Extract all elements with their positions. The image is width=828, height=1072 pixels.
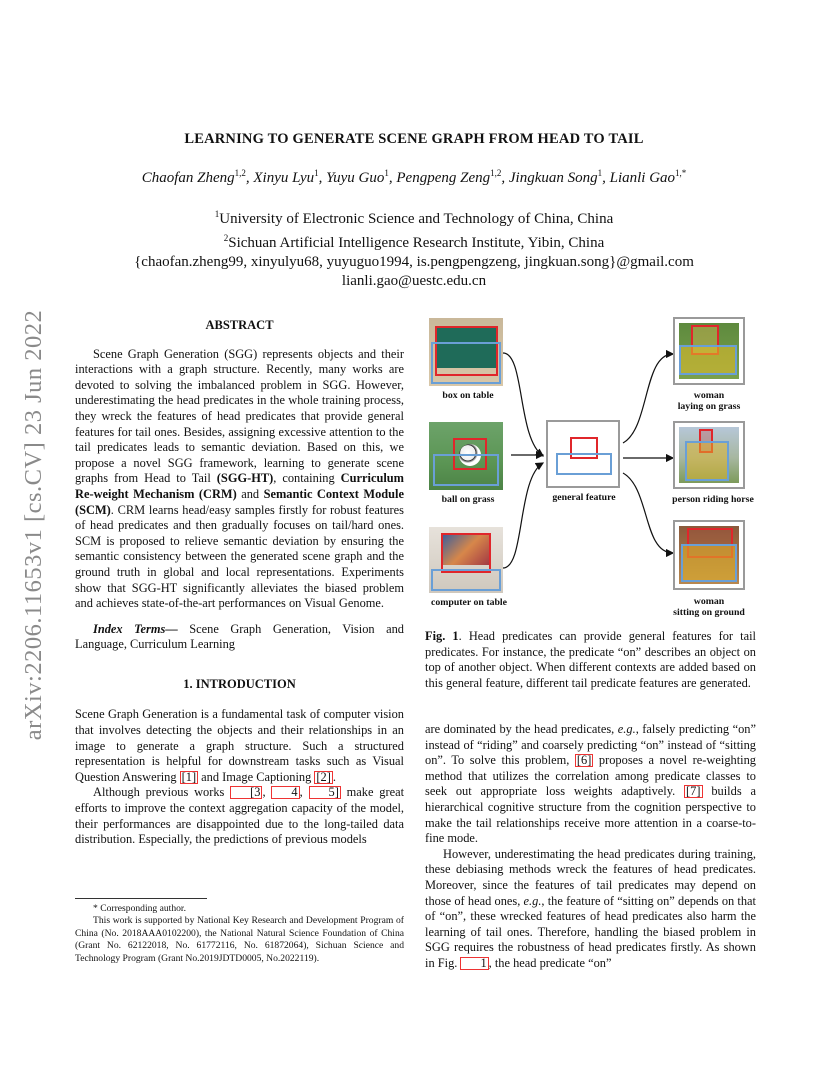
author-list: Chaofan Zheng$^{1,2}$, Xinyu Lyu$^1$, Yuyu Guo$^1$, Pengpeng Zeng$^{1,2}$, Jingkuan Song$^1$, Lianli Gao$^{1,*}$ [141,168,687,186]
intro-paragraph-4: However, underestimating the head predicates during training, these debiasing methods wreck the features of head predicates. Moreover, since the features of tail predicates may depend on those of head ones, e.g., the feature of “sitting on” depends on that of “on”, these wrecked features of head predicates also harm the learning of tail ones. Therefore, handling the biased problem in SGG requires the robustness of head predicates firstly. As shown in Fig. 1 , the head predicate “on” [425,846,756,970]
author-name: Xinyu Lyu [253,170,315,186]
footnote-funding: This work is supported by National Key Research and Development Program of China (No. 2018AAA0102200), the National Natural Science Foundation of China (Grant No. 62122018, No. 61772116, No. 61872064), Sichuan Science and Technology Program (Grant No.2019JDTD0005, No.2022119). [75,915,404,964]
affiliation-2: $^2$Sichuan Artificial Intelligence Research Institute, Yibin, China [223,233,605,251]
footnotes [75,903,404,965]
image-box-on-table [429,318,503,386]
intro-heading: 1. INTRODUCTION [183,676,296,691]
citation-3[interactable]: [3 [230,786,262,799]
author-affiliation-mark: 1 [314,168,319,178]
footnote-corresponding: * Corresponding author. [93,903,186,914]
author-emails: {chaofan.zheng99, xinyulyu68, yuyuguo1994, is.pengpengzeng, jingkuan.song}@gmail.com [134,254,694,270]
index-terms: Index Terms— Scene Graph Generation, Vision and Language, Curriculum Learning [75,621,404,652]
figure-1 [425,308,770,626]
author-name: Pengpeng Zeng [396,170,491,186]
author-name: Jingkuan Song [508,170,598,186]
citation-1[interactable]: [1] [181,769,197,784]
image-woman-laying-on-grass [673,317,745,385]
author-affiliation-mark: 1,2 [490,168,502,178]
affiliation-1: $^1$University of Electronic Science and Technology of China, China [214,209,614,227]
citation-6[interactable]: [6] [576,753,592,768]
citation-4[interactable]: 4 [271,786,299,799]
author-affiliation-mark: 1,2 [234,168,246,178]
paper-title: LEARNING TO GENERATE SCENE GRAPH FROM HEAD TO TAIL [184,131,644,147]
affiliations [0,205,828,291]
label-ball-on-grass: ball on grass [441,494,495,505]
general-feature-box [546,420,620,488]
citation-7[interactable]: [7] [686,784,701,799]
intro-paragraph-1: Scene Graph Generation is a fundamental task of computer vision that involves detecting the objects and their relationships in an image to generate a graph structure. Such a structured representation is helpful for downstream tasks such as Visual Question Answering [1] and Image Captioning [2] . [75,707,404,784]
abstract-heading: ABSTRACT [205,318,274,332]
figure-1-link[interactable]: 1 [460,957,488,970]
author-affiliation-mark: 1 [384,168,389,178]
image-computer-on-table [429,527,503,593]
citation-2[interactable]: [2] [316,769,331,784]
corresponding-email: lianli.gao@uestc.edu.cn [341,273,487,289]
label-woman-laying: woman laying on grass [677,390,741,412]
label-computer-on-table: computer on table [430,597,507,608]
abstract-text: Scene Graph Generation (SGG) represents objects and their interactions with a graph structure. Recently, many works are devoted to solving the imbalanced problem in SGG. However, underestimating the head predicates in the whole training process, they wreck the features of head predicates that provide general features for tail ones. Besides, assigning excessive attention to the tail predicates leads to semantic deviation. Based on this, we propose a novel SGG framework, learning to generate scene graphs from Head to Tail (SGG-HT), containing Curriculum Re-weight Mechanism (CRM) and Semantic Context Module (SCM). CRM learns head/easy samples firstly for robust features of head predicates and then gradually focuses on tail/hard ones. SCM is proposed to relieve semantic deviation by ensuring the semantic consistency between the generated scene graph and the ground truth in global and local representations. Experiments show that SGG-HT significantly alleviates the biased problem and achieves state-of-the-art performances on Visual Genome. [75,346,404,611]
label-box-on-table: box on table [442,390,494,401]
footnote-rule [75,898,207,899]
citation-5[interactable]: 5] [309,786,341,799]
label-general-feature: general feature [552,492,616,503]
author-name: Lianli Gao [609,170,676,186]
image-ball-on-grass [429,422,503,490]
label-person-riding-horse: person riding horse [672,494,754,505]
right-column [425,722,756,972]
author-affiliation-mark: 1 [597,168,603,178]
image-woman-sitting-on-ground [673,520,745,590]
arxiv-stamp: arXiv:2206.11653v1 [cs.CV] 23 Jun 2022 [20,309,47,741]
author-name: Chaofan Zheng [141,170,235,186]
image-person-riding-horse [673,421,745,489]
label-woman-sitting: woman sitting on ground [673,596,745,618]
author-affiliation-mark: 1,* [675,168,687,178]
author-name: Yuyu Guo [326,170,385,186]
left-column [75,318,404,848]
intro-paragraph-3: are dominated by the head predicates, e.g., falsely predicting “on” instead of “riding” and coarsely predicting “on” instead of “sitting on”. To solve this problem, [6] proposes a novel re-weighting method that utilizes the correlation among predicate classes to seek out appropriate loss weights adaptively. [7] builds a hierarchical cognitive structure from the cognition perspective to make the tail relationships receive more attention in a coarse-to-fine mode. [425,722,756,846]
figure-caption: Fig. 1. Head predicates can provide general features for tail predicates. For instance, the predicate “on” describes an object on top of another object. When different contexts are added based on this general feature, different tail predicate features are generated. [425,629,756,690]
intro-paragraph-2: Although previous works [3 , 4 , 5] make great efforts to improve the context aggregation capacity of the model, their performances are disappointed due to the long-tailed data distribution. Especially, the predictions of previous models [75,785,405,847]
